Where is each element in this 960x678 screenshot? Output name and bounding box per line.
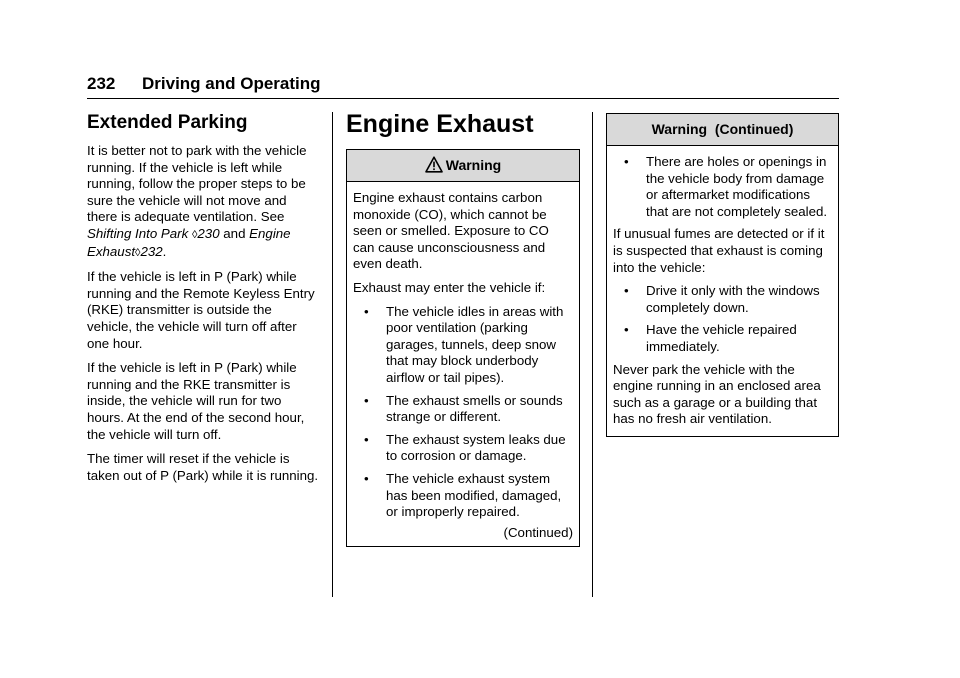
- warning-continued-box: [606, 113, 839, 437]
- warning-paragraph: Engine exhaust contains carbon monoxide (CO), which cannot be seen or smelled. Exposure to CO can cause unconsciousness and even death.: [353, 190, 549, 272]
- openings-list: [613, 154, 832, 220]
- engine-exhaust-heading: Engine Exhaust: [346, 110, 534, 138]
- list-item: [353, 471, 573, 521]
- extended-parking-column: [87, 108, 319, 492]
- bullet-icon: •: [624, 283, 629, 299]
- page-ref-230[interactable]: 230: [197, 225, 220, 241]
- page-ref-icon: ◊: [135, 246, 141, 259]
- bullet-icon: •: [364, 303, 369, 319]
- warning-continued-header: Warning (Continued): [607, 114, 838, 146]
- column-divider: [332, 112, 333, 597]
- actions-list: [613, 283, 832, 355]
- page-ref-232[interactable]: 232: [140, 243, 163, 259]
- engine-exhaust-column: [346, 109, 580, 547]
- list-item: [353, 432, 573, 465]
- bullet-icon: •: [364, 392, 369, 408]
- extended-parking-heading: Extended Parking: [87, 112, 248, 133]
- continued-label: (Continued): [503, 524, 573, 540]
- warning-body: [347, 182, 579, 546]
- list-item-text: There are holes or openings in the vehicle body from damage or aftermarket modifications that are not completely sealed.: [646, 154, 828, 219]
- exhaust-conditions-list: [353, 304, 573, 521]
- list-item: [613, 283, 832, 316]
- column-divider: [592, 112, 593, 597]
- list-item-text: The exhaust system leaks due to corrosion or damage.: [386, 431, 566, 464]
- connector-text: and: [219, 225, 250, 241]
- bullet-icon: •: [364, 431, 369, 447]
- warning-box: [346, 149, 580, 547]
- list-item: [353, 304, 573, 387]
- period: .: [162, 243, 167, 259]
- warning-continued-column: [606, 113, 839, 437]
- extended-parking-paragraph: The timer will reset if the vehicle is taken out of P (Park) while it is running.: [87, 451, 319, 483]
- list-item-text: The vehicle exhaust system has been modified, damaged, or improperly repaired.: [386, 470, 562, 520]
- bullet-icon: •: [624, 322, 629, 338]
- list-item-text: Drive it only with the windows completely down.: [646, 283, 820, 315]
- shifting-into-park-link[interactable]: Shifting Into Park: [87, 225, 189, 241]
- list-item: [353, 393, 573, 426]
- bullet-icon: •: [364, 470, 369, 486]
- list-item: [613, 322, 832, 355]
- warning-continued-body: [607, 146, 838, 436]
- warning-title: Warning: [445, 157, 502, 173]
- extended-parking-paragraph: If the vehicle is left in P (Park) while running and the RKE transmitter is inside, the vehicle will run for two hours. At the end of the second hour, the vehicle will turn off.: [87, 360, 305, 442]
- engine-exhaust-link[interactable]: Engine Exhaust: [87, 225, 291, 259]
- list-item-text: The vehicle idles in areas with poor ventilation (parking garages, tunnels, deep snow that may block underbody airflow or tail pipes).: [386, 303, 564, 385]
- warning-paragraph: Exhaust may enter the vehicle if:: [353, 279, 546, 295]
- list-item-text: Have the vehicle repaired immediately.: [646, 322, 797, 354]
- list-item-text: The exhaust smells or sounds strange or different.: [386, 392, 563, 425]
- extended-parking-paragraph: [87, 143, 319, 261]
- list-item: [613, 154, 832, 220]
- page-header: [87, 70, 839, 99]
- paragraph-text: It is better not to park with the vehicle running. If the vehicle is left while running, follow the proper steps to be sure the vehicle will not move and there is adequate ventilation. See: [87, 143, 307, 225]
- bullet-icon: •: [624, 154, 629, 169]
- page-ref-icon: ◊: [191, 228, 198, 241]
- extended-parking-paragraph: If the vehicle is left in P (Park) while running and the Remote Keyless Entry (RKE) transmitter is outside the vehicle, the vehicle will turn off after one hour.: [87, 269, 315, 351]
- warning-triangle-icon: [425, 153, 443, 184]
- warning-paragraph: If unusual fumes are detected or if it is suspected that exhaust is coming into the vehicle:: [613, 226, 825, 275]
- warning-paragraph: Never park the vehicle with the engine running in an enclosed area such as a garage or a building that has no fresh air ventilation.: [613, 361, 821, 427]
- warning-header: [347, 150, 579, 182]
- page-number: 232: [87, 74, 116, 93]
- section-title: Driving and Operating: [142, 74, 321, 93]
